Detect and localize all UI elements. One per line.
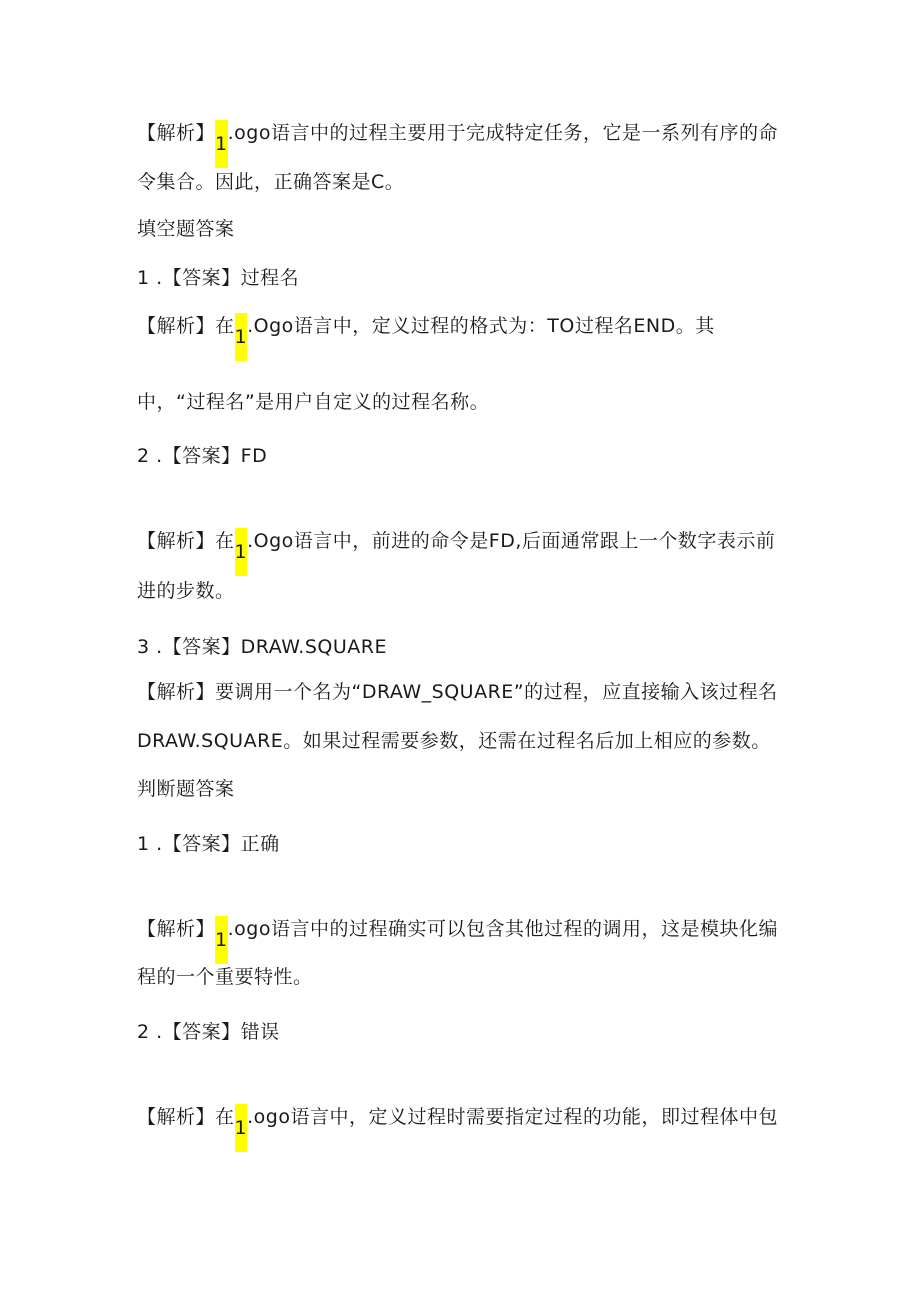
answer-line-4: 1 .【答案】正确: [137, 833, 280, 855]
line-text: .Ogo语言中，前进的命令是FD,后面通常跟上一个数字表示前: [247, 530, 776, 552]
line-prefix: 【解析】: [137, 122, 216, 144]
highlight-mark: 1: [235, 313, 248, 361]
analysis-line-3-cont: 进的步数。: [137, 580, 235, 602]
analysis-line-2-cont: 中，“过程名”是用户自定义的过程名称。: [137, 391, 490, 413]
analysis-line-4-cont: DRAW.SQUARE。如果过程需要参数，还需在过程名后加上相应的参数。: [137, 730, 771, 752]
analysis-line-2: [137, 313, 715, 361]
analysis-line-1-cont: 令集合。因此，正确答案是C。: [137, 171, 405, 193]
analysis-line-5: [137, 916, 778, 964]
analysis-line-3: [137, 528, 775, 576]
answer-line-2: 2 .【答案】FD: [137, 445, 268, 467]
highlight-mark: 1: [235, 1104, 248, 1152]
analysis-line-5-cont: 程的一个重要特性。: [137, 966, 313, 988]
section-heading-true-false: 判断题答案: [137, 778, 235, 800]
analysis-line-6: [137, 1104, 778, 1152]
line-prefix: 【解析】在: [137, 315, 235, 337]
highlight-mark: 1: [215, 916, 228, 964]
line-prefix: 【解析】在: [137, 1106, 235, 1128]
line-text: .ogo语言中的过程主要用于完成特定任务，它是一系列有序的命: [227, 122, 778, 144]
line-text: .ogo语言中的过程确实可以包含其他过程的调用，这是模块化编: [227, 918, 778, 940]
line-prefix: 【解析】在: [137, 530, 235, 552]
highlight-mark: 1: [235, 528, 248, 576]
line-prefix: 【解析】: [137, 918, 216, 940]
answer-line-5: 2 .【答案】错误: [137, 1021, 280, 1043]
line-text: .Ogo语言中，定义过程的格式为：TO过程名END。其: [247, 315, 715, 337]
answer-line-1: 1 .【答案】过程名: [137, 267, 300, 289]
highlight-mark: 1: [215, 120, 228, 168]
analysis-line-1: [137, 120, 778, 168]
answer-line-3: 3 .【答案】DRAW.SQUARE: [137, 636, 387, 658]
section-heading-fill-blank: 填空题答案: [137, 218, 235, 240]
line-text: .ogo语言中，定义过程时需要指定过程的功能，即过程体中包: [247, 1106, 778, 1128]
analysis-line-4: 【解析】要调用一个名为“DRAW_SQUARE”的过程，应直接输入该过程名: [137, 681, 778, 703]
